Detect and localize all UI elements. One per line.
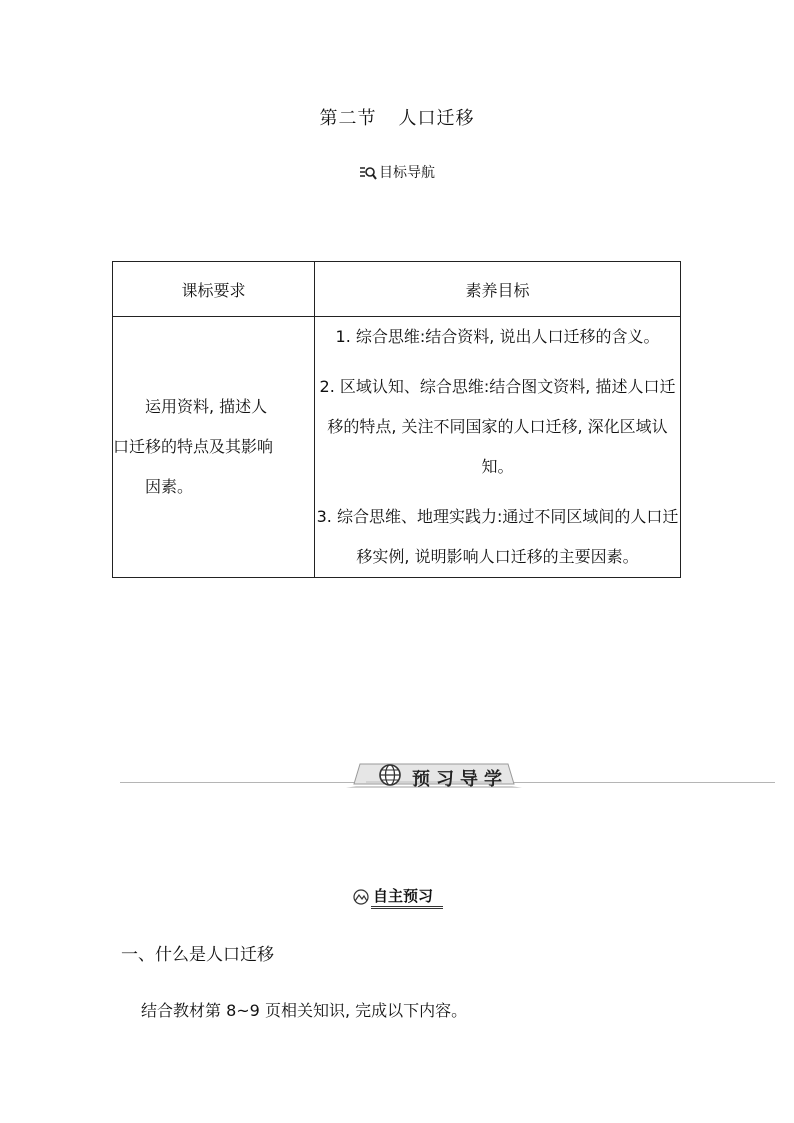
- goal-nav-label: 目标导航: [379, 165, 435, 181]
- self-preview-heading: [0, 885, 794, 906]
- goal-item: 1. 综合思维:结合资料, 说出人口迁移的含义。: [335, 327, 660, 346]
- globe-icon: [378, 763, 402, 787]
- goal-item: 3. 综合思维、地理实践力:通过不同区域间的人口迁移实例, 说明影响人口迁移的主要因素。: [316, 507, 679, 566]
- goal-nav-heading: [0, 165, 794, 181]
- header-requirement: 课标要求: [113, 262, 315, 317]
- page-title: [0, 104, 794, 130]
- goals-cell: [315, 317, 681, 578]
- mountain-icon: [351, 889, 371, 905]
- standards-table: [112, 261, 681, 578]
- goal-item: 2. 区域认知、综合思维:结合图文资料, 描述人口迁移的特点, 关注不同国家的人口迁移, 深化区域认知。: [319, 377, 676, 476]
- requirement-cell: [113, 317, 315, 578]
- banner-label: 预习导学: [412, 769, 508, 790]
- section-number: 第二节: [319, 108, 377, 129]
- requirement-line: 口迁移的特点及其影响: [113, 437, 274, 456]
- instruction-text: 结合教材第 8~9 页相关知识, 完成以下内容。: [141, 1001, 468, 1020]
- magnifier-list-icon: [359, 166, 377, 180]
- header-goals: 素养目标: [315, 262, 681, 317]
- requirement-line: 因素。: [145, 477, 194, 496]
- preview-banner: [120, 760, 775, 792]
- requirement-line: 运用资料, 描述人: [145, 397, 268, 416]
- section-heading: 一、什么是人口迁移: [121, 945, 274, 965]
- section-name: 人口迁移: [398, 108, 475, 129]
- self-preview-label: 自主预习: [371, 887, 443, 909]
